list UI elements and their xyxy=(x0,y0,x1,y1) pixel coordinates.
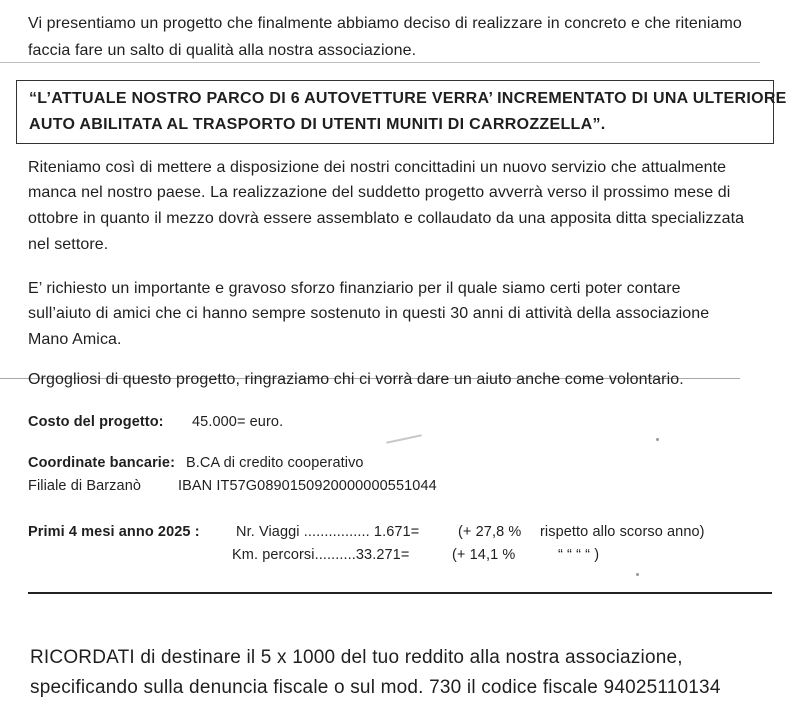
paragraph2-line-4: nel settore. xyxy=(28,236,109,253)
bank-label: Coordinate bancarie: xyxy=(28,455,176,471)
highlight-box xyxy=(16,80,787,144)
scan-speck xyxy=(656,438,659,441)
bank-branch: Filiale di Barzanò xyxy=(28,478,142,494)
cost-label: Costo del progetto: xyxy=(28,414,164,430)
cost-value: 45.000= euro. xyxy=(192,414,284,430)
intro-line-1: Vi presentiamo un progetto che finalmente abbiamo deciso di realizzare in concreto e che riteniamo xyxy=(28,15,742,32)
stats-trips: Nr. Viaggi ................ 1.671= xyxy=(236,524,420,540)
stats-km: Km. percorsi..........33.271= xyxy=(232,547,410,563)
stats-km-change: (+ 14,1 % xyxy=(452,547,516,563)
scan-mark xyxy=(386,434,422,443)
paragraph3-line-2: sull’aiuto di amici che ci hanno sempre sostenuto in questi 30 anni di attività della associazione xyxy=(28,305,710,322)
paragraph2-line-3: ottobre in quanto il mezzo dovrà essere assemblato e collaudato da una apposita ditta specializzata xyxy=(28,210,745,227)
bank-name: B.CA di credito cooperativo xyxy=(186,455,364,471)
stats-trips-change: (+ 27,8 % xyxy=(458,524,522,540)
highlight-line-1: “L’ATTUALE NOSTRO PARCO DI 6 AUTOVETTURE VERRA’ INCREMENTATO DI UNA ULTERIORE xyxy=(29,90,787,107)
section-divider xyxy=(28,592,772,594)
stats-km-note: “ “ “ “ ) xyxy=(558,547,600,563)
footer-line-2: specificando sulla denuncia fiscale o sul mod. 730 il codice fiscale 94025110134 xyxy=(30,677,721,698)
paragraph2-line-1: Riteniamo così di mettere a disposizione dei nostri concittadini un nuovo servizio che attualmente xyxy=(28,159,727,176)
intro-line-2: faccia fare un salto di qualità alla nostra associazione. xyxy=(28,42,417,59)
bank-iban: IBAN IT57G0890150920000000551044 xyxy=(178,478,437,494)
paragraph2-line-2: manca nel nostro paese. La realizzazione del suddetto progetto avverrà verso il prossimo mese di xyxy=(28,184,731,201)
scan-speck xyxy=(636,573,639,576)
highlight-line-2: AUTO ABILITATA AL TRASPORTO DI UTENTI MUNITI DI CARROZZELLA”. xyxy=(29,116,606,133)
stats-label: Primi 4 mesi anno 2025 : xyxy=(28,524,200,540)
paragraph3-line-3: Mano Amica. xyxy=(28,331,122,348)
stats-trips-note: rispetto allo scorso anno) xyxy=(540,524,705,540)
paragraph3-line-1: E’ richiesto un importante e gravoso sforzo finanziario per il quale siamo certi poter contare xyxy=(28,280,681,297)
footer-line-1: RICORDATI di destinare il 5 x 1000 del tuo reddito alla nostra associazione, xyxy=(30,647,683,668)
paragraph4-line-1: Orgogliosi di questo progetto, ringraziamo chi ci vorrà dare un aiuto anche come volontario. xyxy=(28,371,684,388)
scan-line xyxy=(0,62,760,63)
